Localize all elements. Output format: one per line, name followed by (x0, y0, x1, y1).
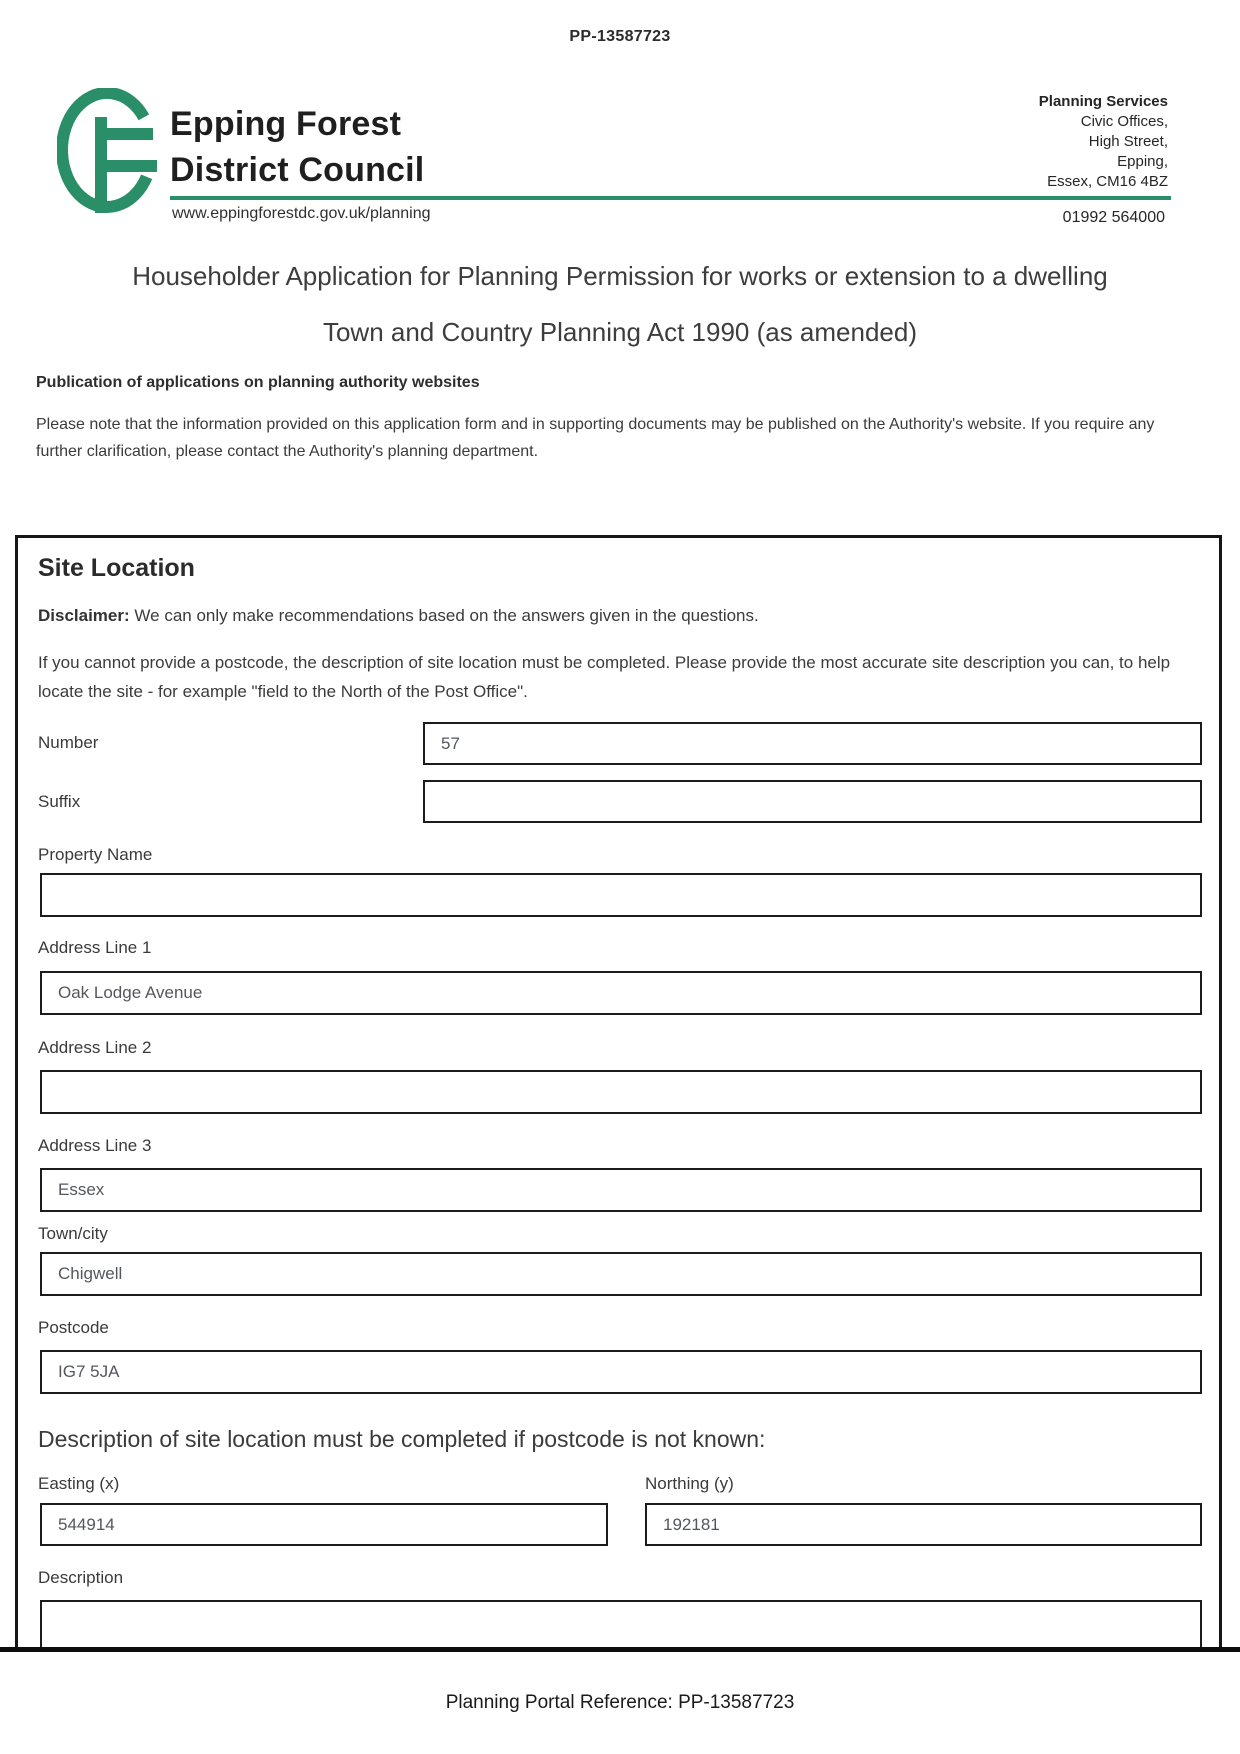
town-city-label: Town/city (38, 1224, 108, 1243)
address-line-3-input[interactable] (40, 1168, 1202, 1212)
disclaimer-body: We can only make recommendations based on the answers given in the questions. (134, 606, 759, 625)
number-input[interactable] (423, 722, 1202, 765)
dept-name: Planning Services (1038, 93, 1168, 110)
publication-heading: Publication of applications on planning authority websites (36, 374, 480, 391)
dept-address-block (1039, 92, 1168, 192)
number-label: Number (38, 733, 99, 752)
dept-address-line: Civic Offices, (1080, 113, 1168, 130)
postcode-label: Postcode (38, 1318, 109, 1337)
address-line-3-label: Address Line 3 (38, 1136, 152, 1155)
publication-note: Please note that the information provided on this application form and in supporting documents may be published on the Authority's website. If you require any further clarification, please contact the Authority's planning department. (36, 416, 1155, 460)
header-divider-rule (170, 196, 1171, 200)
org-website-link[interactable]: www.eppingforestdc.gov.uk/planning (172, 205, 431, 222)
description-label: Description (38, 1568, 124, 1587)
address-line-1-label: Address Line 1 (38, 938, 152, 957)
description-textarea[interactable] (40, 1600, 1202, 1647)
address-line-2-label: Address Line 2 (38, 1038, 152, 1057)
postcode-help-text: If you cannot provide a postcode, the description of site location must be completed. Please provide the most accurate site description you can, to help locate the site - for example "field to the North of the Post Office". (38, 653, 1171, 701)
dept-phone: 01992 564000 (1062, 209, 1165, 226)
page-break-rule (0, 1647, 1240, 1652)
description-required-heading: Description of site location must be completed if postcode is not known: (38, 1426, 766, 1452)
org-name-line1: Epping Forest (170, 105, 402, 143)
suffix-label: Suffix (38, 792, 81, 811)
property-name-label: Property Name (38, 845, 153, 864)
form-subtitle: Town and Country Planning Act 1990 (as amended) (322, 317, 918, 347)
property-name-input[interactable] (40, 873, 1202, 917)
address-line-2-input[interactable] (40, 1070, 1202, 1114)
suffix-input[interactable] (423, 780, 1202, 823)
pp-reference-header: PP-13587723 (569, 28, 671, 45)
postcode-input[interactable] (40, 1350, 1202, 1394)
dept-address-line: Epping, (1117, 153, 1168, 170)
site-location-section (15, 535, 1222, 1647)
easting-input[interactable] (40, 1503, 608, 1546)
planning-portal-reference: Planning Portal Reference: PP-13587723 (445, 1692, 795, 1713)
disclaimer-label: Disclaimer: (38, 606, 130, 625)
town-city-input[interactable] (40, 1252, 1202, 1296)
org-name (170, 101, 424, 193)
org-name-line2: District Council (170, 151, 425, 189)
easting-label: Easting (x) (38, 1474, 120, 1493)
efdc-logo-icon (57, 88, 157, 213)
form-title: Householder Application for Planning Permission for works or extension to a dwelling (132, 261, 1108, 291)
northing-input[interactable] (645, 1503, 1202, 1546)
address-line-1-input[interactable] (40, 971, 1202, 1015)
northing-label: Northing (y) (645, 1474, 734, 1493)
dept-address-line: High Street, (1088, 133, 1168, 150)
section-heading: Site Location (38, 554, 195, 582)
dept-address-line: Essex, CM16 4BZ (1047, 173, 1168, 190)
disclaimer-text (38, 606, 759, 626)
